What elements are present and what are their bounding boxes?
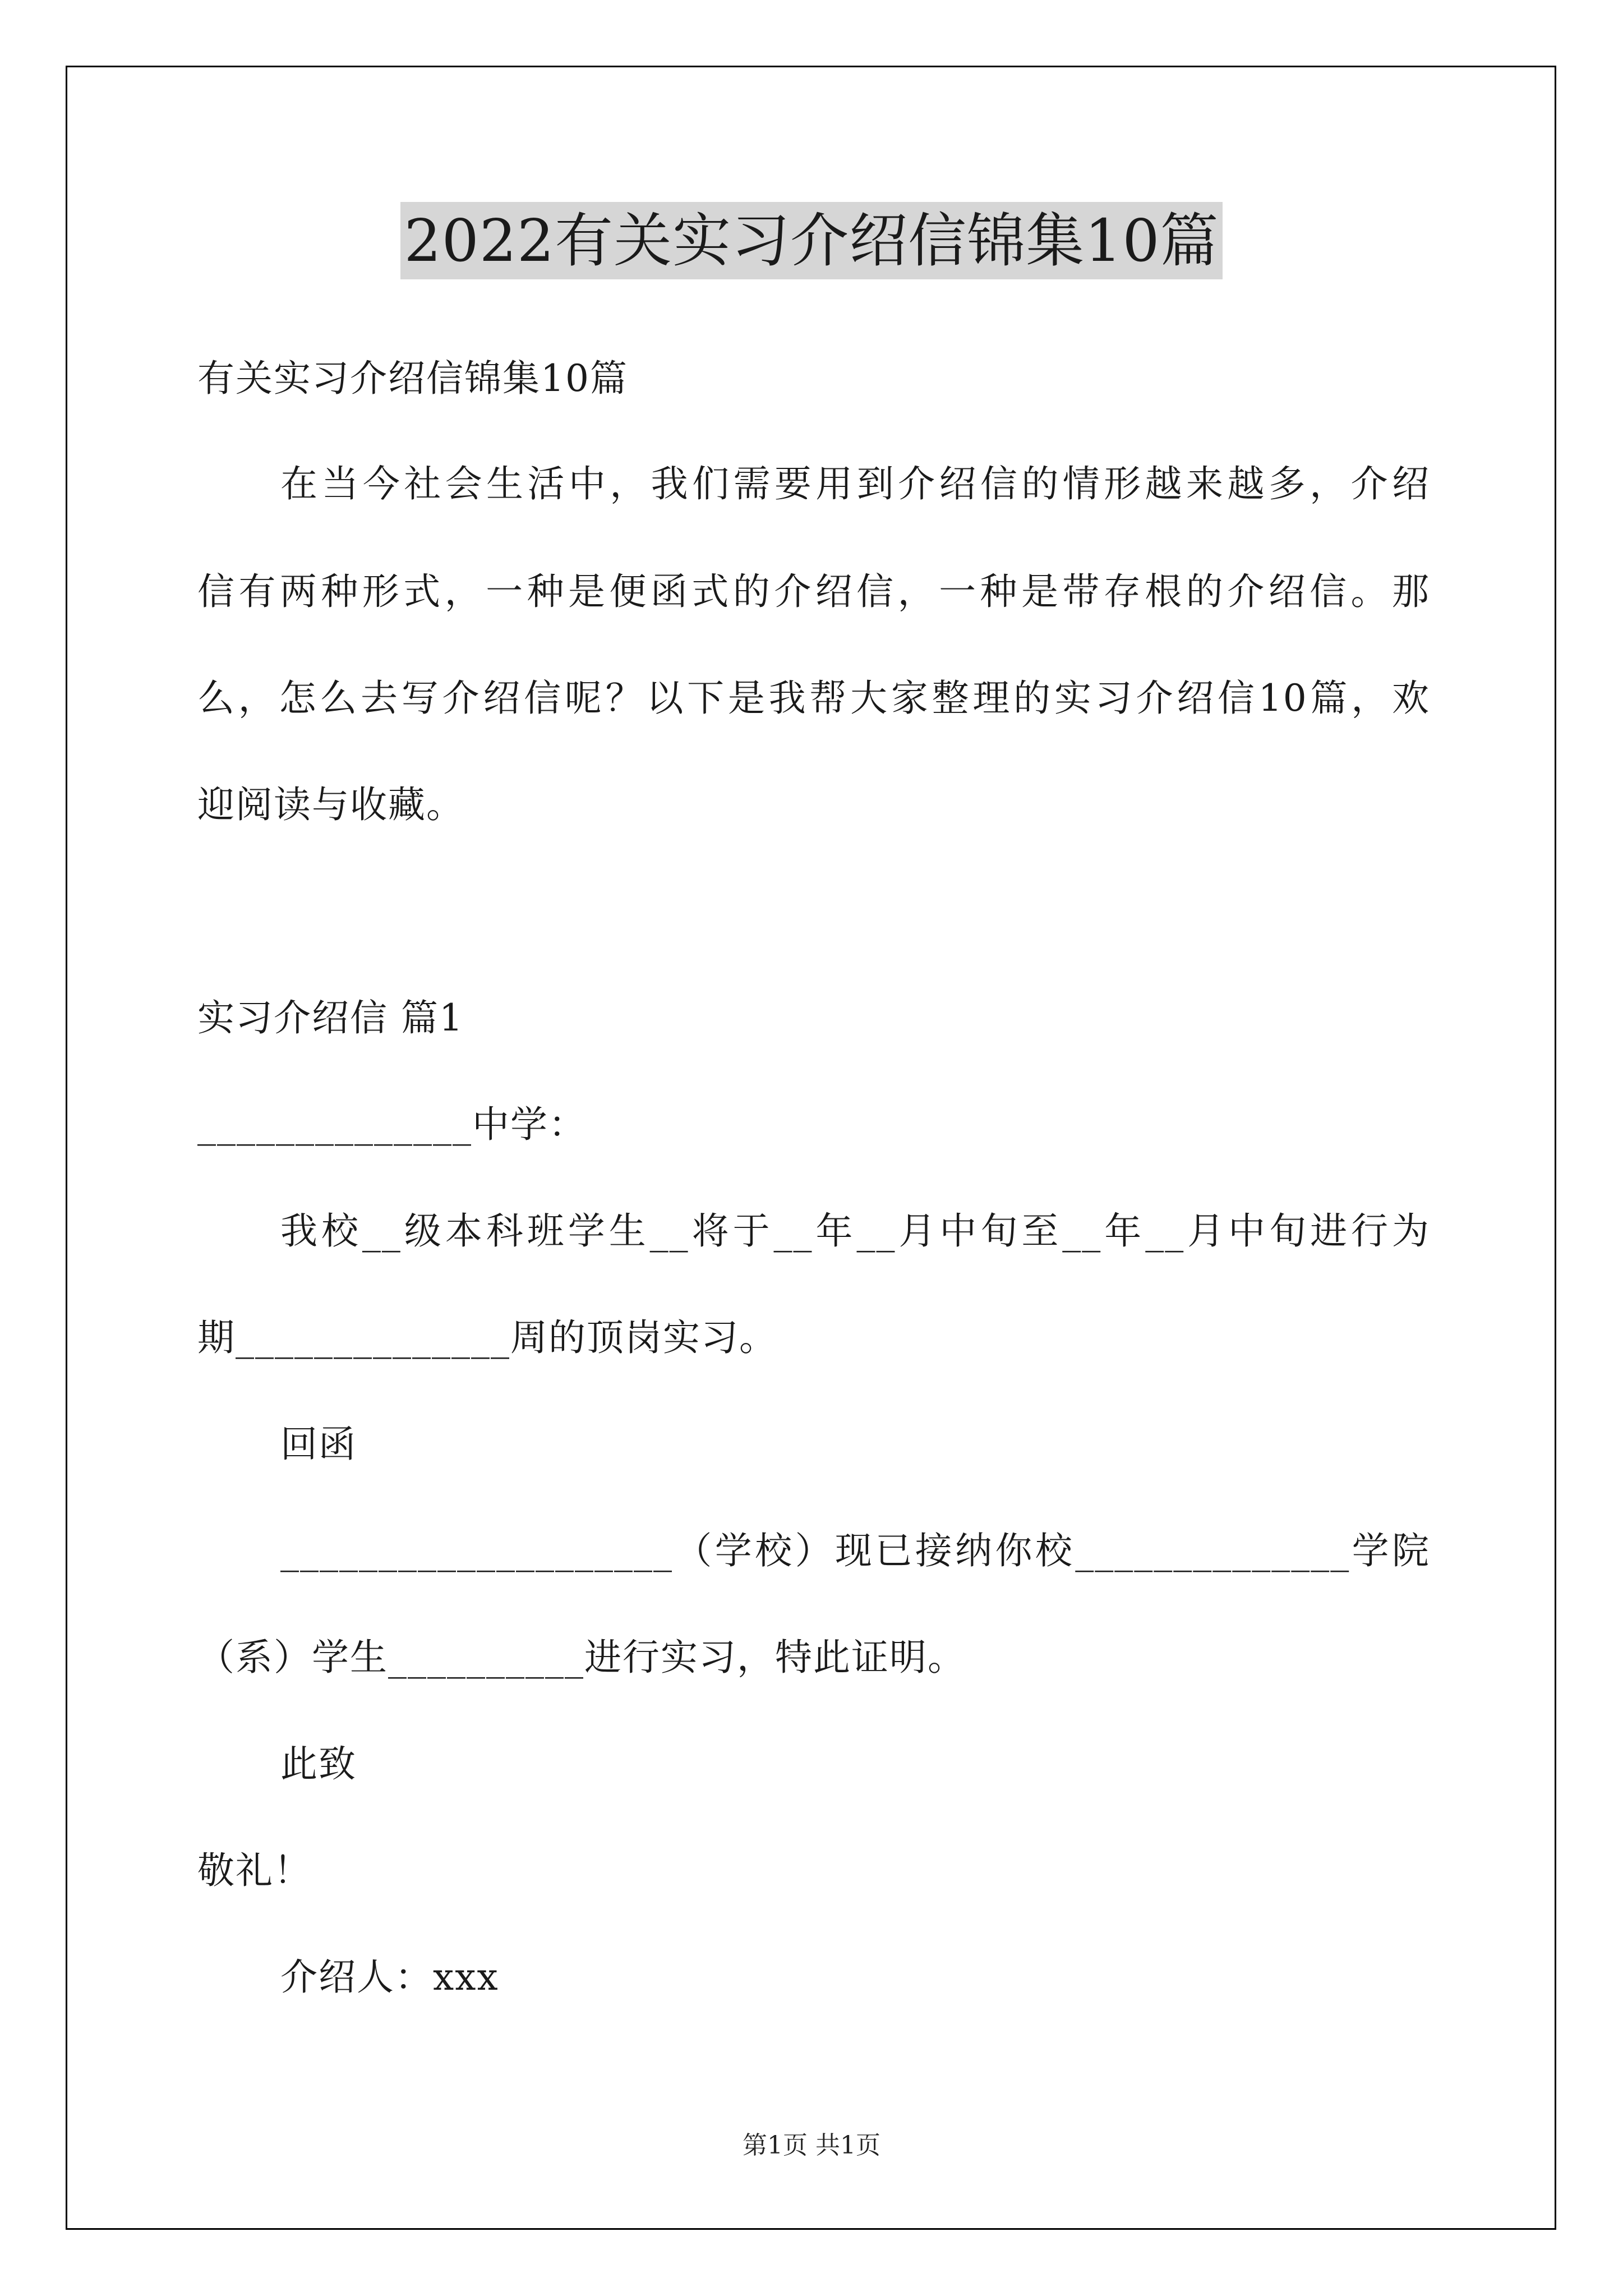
section-heading: 实习介绍信 篇1: [197, 996, 464, 1039]
page-number-footer: 第1页 共1页: [743, 2131, 880, 2160]
intro-paragraph-line-1: 在当今社会生活中，我们需要用到介绍信的情形越来越多，介绍: [280, 462, 1430, 505]
letter-introducer: 介绍人：xxx: [280, 1955, 499, 1999]
document-subtitle: 有关实习介绍信锦集10篇: [197, 357, 628, 400]
title-container: [0, 202, 1623, 279]
intro-paragraph-line-2: 信有两种形式，一种是便函式的介绍信，一种是带存根的介绍信。那: [197, 570, 1430, 613]
document-title: 2022有关实习介绍信锦集10篇: [400, 202, 1222, 279]
letter-closing: 此致: [280, 1742, 357, 1786]
reply-body-line-1: ____________________（学校）现已接纳你校______________学院: [280, 1529, 1430, 1572]
reply-body-line-2: （系）学生__________进行实习，特此证明。: [197, 1636, 966, 1679]
letter-body-line-2: 期______________周的顶岗实习。: [197, 1316, 777, 1359]
letter-salutation: ______________中学：: [197, 1103, 587, 1146]
letter-body-line-1: 我校__级本科班学生__将于__年__月中旬至__年__月中旬进行为: [280, 1209, 1430, 1253]
letter-regards: 敬礼！: [197, 1849, 312, 1892]
reply-heading: 回函: [280, 1423, 357, 1466]
intro-paragraph-line-3: 么，怎么去写介绍信呢？以下是我帮大家整理的实习介绍信10篇，欢: [197, 677, 1430, 720]
intro-paragraph-line-4: 迎阅读与收藏。: [197, 783, 464, 826]
